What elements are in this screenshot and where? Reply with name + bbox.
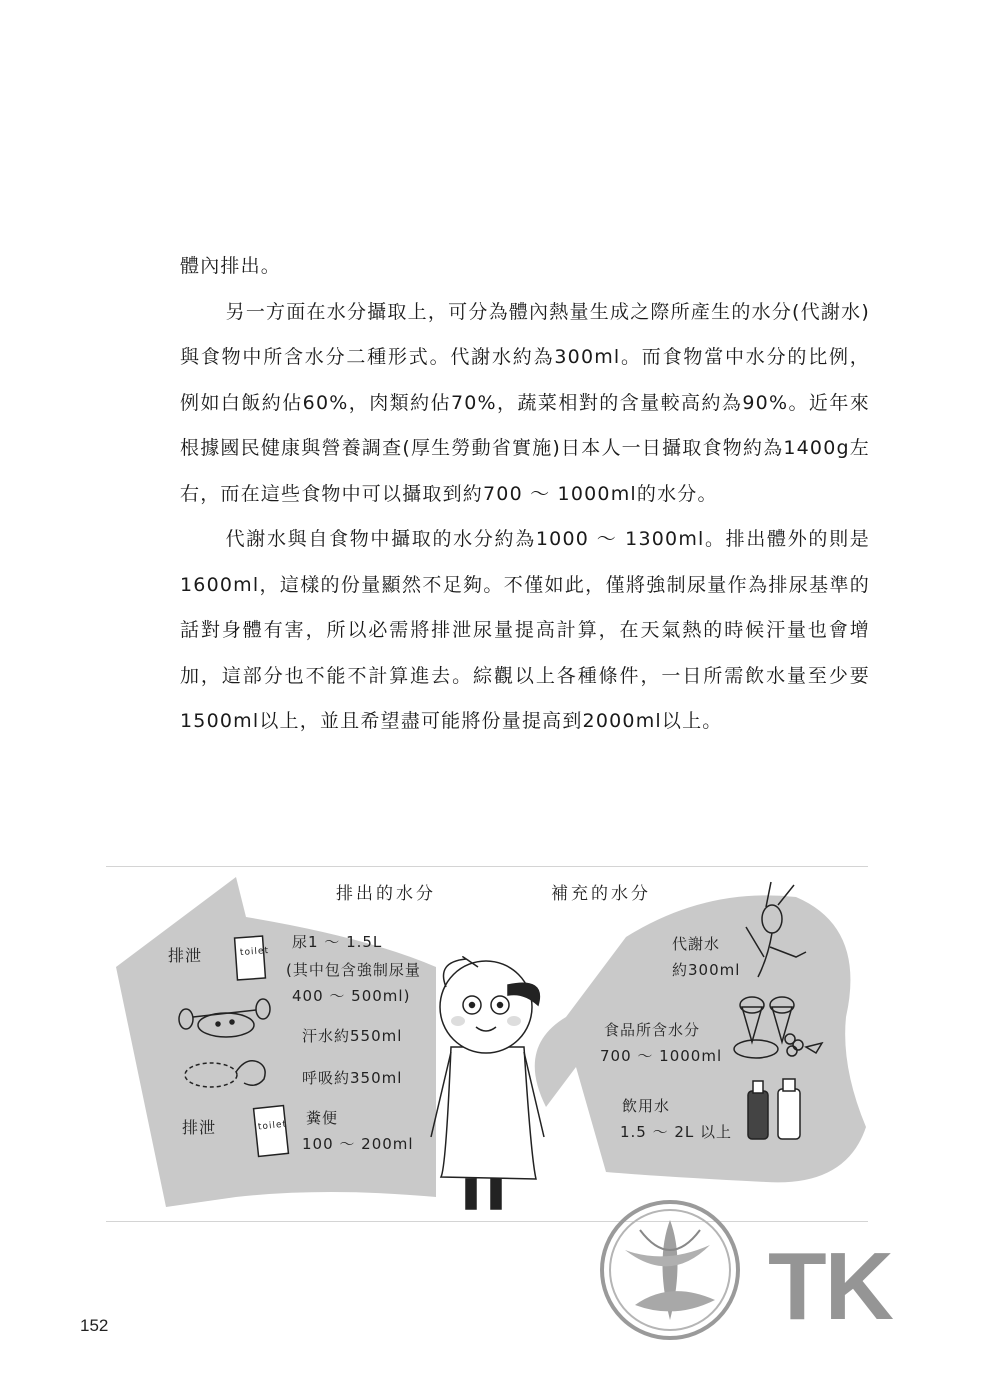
urine-line-2: (其中包含強制尿量	[286, 961, 421, 979]
excretion-label-1: 排泄	[168, 946, 203, 965]
urine-line-1: 尿1 ～ 1.5L	[292, 933, 383, 951]
body-text	[180, 244, 870, 745]
metabolic-line-2: 約300ml	[672, 961, 741, 979]
toilet-sign-2: toilet	[257, 1119, 288, 1133]
water-balance-illustration	[106, 866, 868, 1222]
bamboo-watermark-icon	[590, 1190, 750, 1350]
toilet-sign-1-icon	[235, 936, 266, 980]
breath-amount: 呼吸約350ml	[302, 1069, 403, 1087]
food-line-1: 食品所含水分	[604, 1021, 701, 1039]
illustration-drawing	[106, 867, 868, 1221]
feces-line-1: 糞便	[306, 1109, 339, 1127]
metabolic-line-1: 代謝水	[672, 935, 721, 953]
paragraph-1: 體內排出。	[180, 255, 282, 277]
watermark-text: TK	[768, 1233, 892, 1340]
paragraph-3: 代謝水與自食物中攝取的水分約為1000 ～ 1300ml。排出體外的則是1600ml，這樣的份量顯然不足夠。不僅如此，僅將強制尿量作為排尿基準的話對身體有害，所以必需將排泄尿量提高計算，在天氣熱的時候汗量也會增加，這部分也不能不計算進去。綜觀以上各種條件，一日所需飲水量至少要1500ml以上，並且希望盡可能將份量提高到2000ml以上。	[180, 528, 870, 732]
urine-line-3: 400 ～ 500ml)	[292, 987, 411, 1005]
sweat-amount: 汗水約550ml	[302, 1027, 403, 1045]
feces-line-2: 100 ～ 200ml	[302, 1135, 414, 1153]
toilet-sign-1: toilet	[239, 945, 270, 959]
excretion-label-2: 排泄	[182, 1118, 217, 1137]
page-number: 152	[80, 1316, 109, 1335]
food-line-2: 700 ～ 1000ml	[600, 1047, 723, 1065]
drink-line-1: 飲用水	[622, 1097, 671, 1115]
left-title: 排出的水分	[336, 884, 436, 904]
character-icon	[431, 957, 544, 1209]
paragraph-2: 另一方面在水分攝取上，可分為體內熱量生成之際所產生的水分(代謝水)與食物中所含水分二種形式。代謝水約為300ml。而食物當中水分的比例，例如白飯約佔60%，肉類約佔70%，蔬菜相對的含量較高約為90%。近年來根據國民健康與營養調查(厚生勞動省實施)日本人一日攝取食物約為1400g左右，而在這些食物中可以攝取到約700 ～ 1000ml的水分。	[180, 300, 870, 505]
right-title: 補充的水分	[551, 884, 651, 904]
drink-line-2: 1.5 ～ 2L 以上	[620, 1123, 733, 1141]
